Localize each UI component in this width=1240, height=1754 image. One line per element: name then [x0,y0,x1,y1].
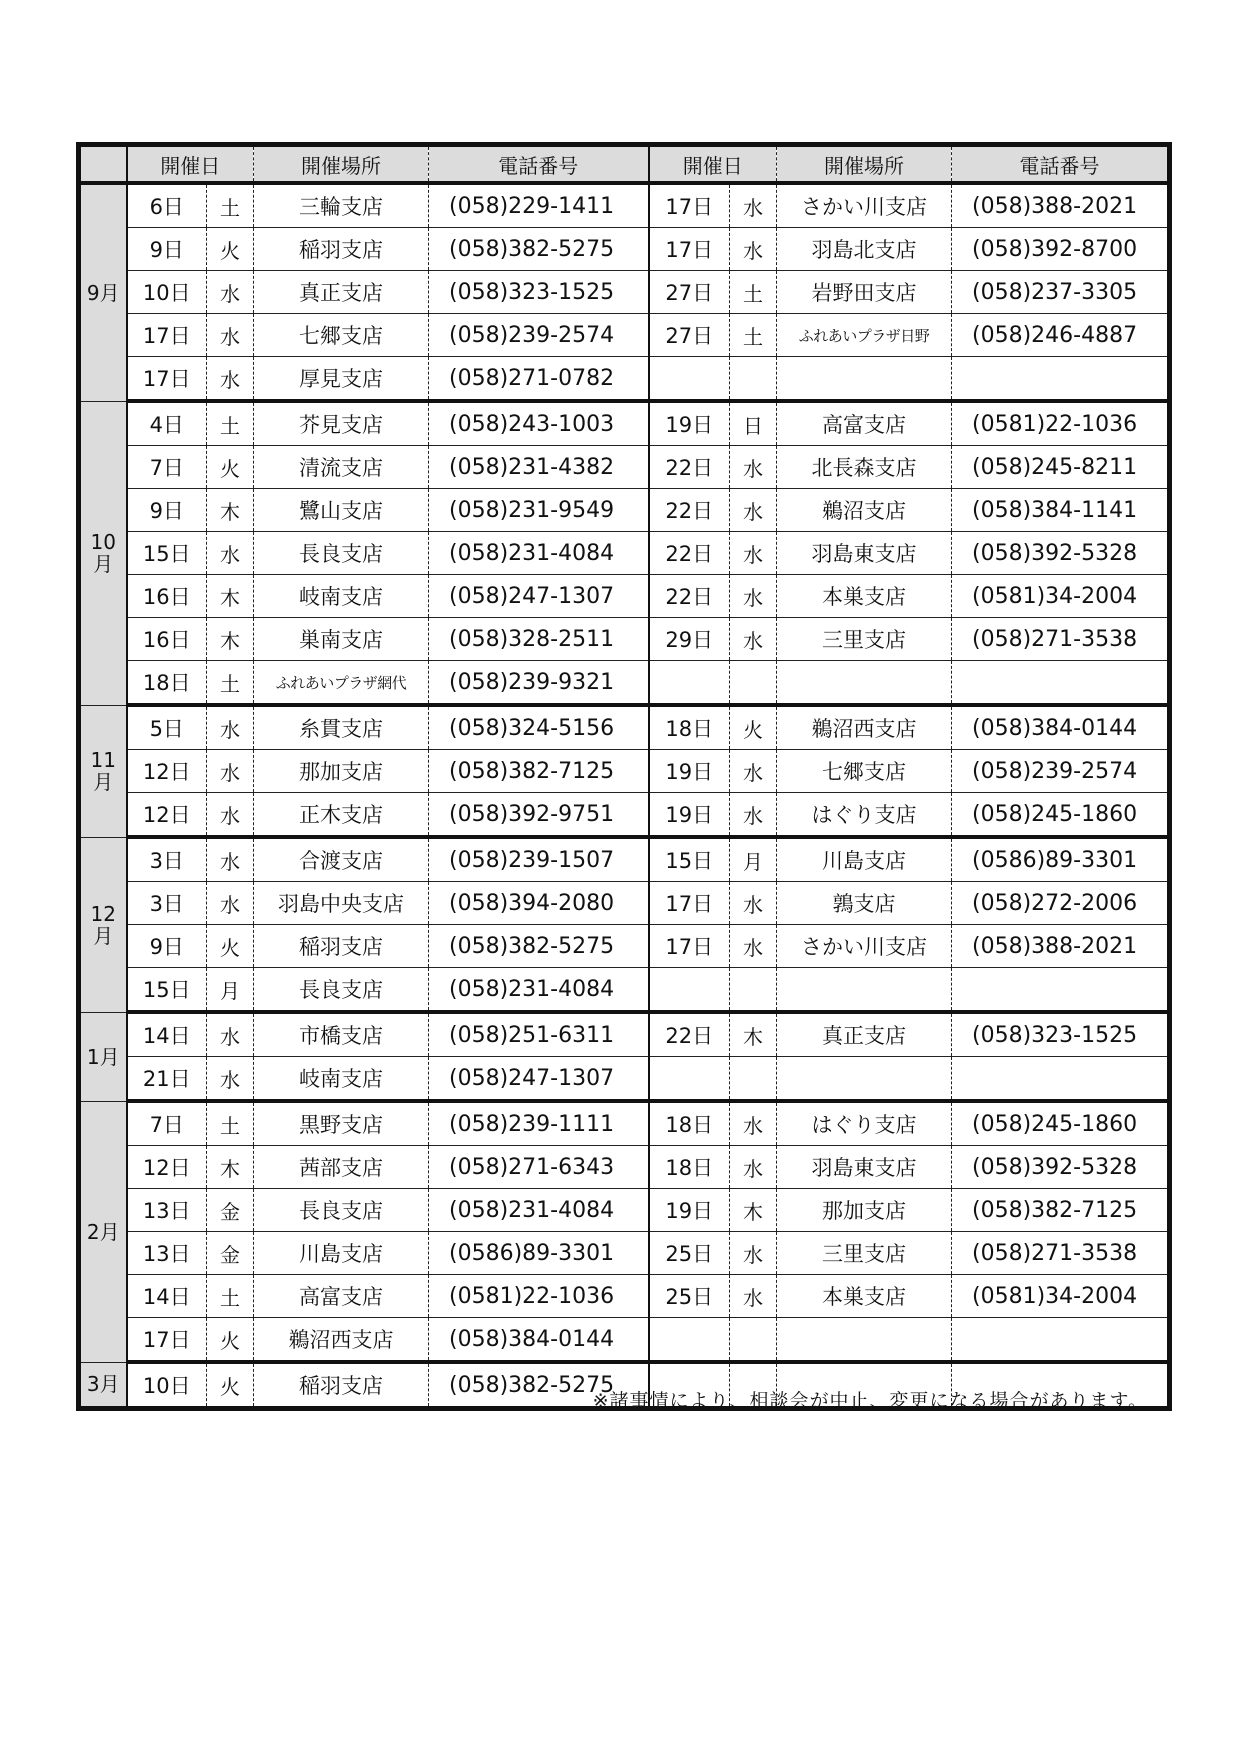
right-weekday-cell: 水 [730,618,777,661]
right-date-cell: 19日 [649,401,730,446]
right-weekday-cell: 木 [730,1189,777,1232]
right-venue-cell: 本巣支店 [777,1275,952,1318]
month-label: 9月 [79,183,127,401]
right-phone-cell: (058)384-0144 [952,705,1170,750]
left-date-cell: 4日 [127,401,207,446]
left-weekday-cell: 水 [207,271,254,314]
right-venue-cell: 真正支店 [777,1012,952,1057]
table-row [79,314,1170,357]
right-date-cell [649,968,730,1013]
left-date-cell: 17日 [127,357,207,402]
right-venue-cell: 北長森支店 [777,446,952,489]
right-venue-cell: 川島支店 [777,837,952,882]
right-weekday-cell: 木 [730,1012,777,1057]
table-row [79,1318,1170,1363]
right-date-cell: 22日 [649,532,730,575]
header-venue-left: 開催場所 [254,145,429,184]
left-date-cell: 6日 [127,183,207,228]
left-phone-cell: (058)271-6343 [429,1146,649,1189]
left-phone-cell: (058)324-5156 [429,705,649,750]
left-date-cell: 9日 [127,228,207,271]
right-phone-cell: (058)245-8211 [952,446,1170,489]
right-phone-cell [952,968,1170,1013]
left-phone-cell: (058)231-4084 [429,1189,649,1232]
left-venue-cell: 長良支店 [254,968,429,1013]
left-date-cell: 16日 [127,575,207,618]
right-venue-cell [777,1057,952,1102]
left-venue-cell: 長良支店 [254,532,429,575]
footnote: ※諸事情により、相談会が中止、変更になる場合があります。 [592,1390,1148,1412]
left-venue-cell: 七郷支店 [254,314,429,357]
right-date-cell: 15日 [649,837,730,882]
left-phone-cell: (058)247-1307 [429,1057,649,1102]
right-venue-cell: さかい川支店 [777,925,952,968]
header-corner [79,145,127,184]
right-phone-cell [952,1057,1170,1102]
right-phone-cell: (058)272-2006 [952,882,1170,925]
right-venue-cell [777,357,952,402]
right-phone-cell: (058)239-2574 [952,750,1170,793]
right-date-cell: 29日 [649,618,730,661]
left-date-cell: 14日 [127,1275,207,1318]
month-label: 1月 [79,1012,127,1101]
left-date-cell: 15日 [127,968,207,1013]
left-weekday-cell: 水 [207,357,254,402]
right-phone-cell: (058)392-5328 [952,1146,1170,1189]
left-weekday-cell: 水 [207,532,254,575]
header-phone-left: 電話番号 [429,145,649,184]
header-date-right: 開催日 [649,145,777,184]
left-phone-cell: (058)247-1307 [429,575,649,618]
table-row [79,882,1170,925]
table-row [79,1057,1170,1102]
left-date-cell: 17日 [127,1318,207,1363]
left-weekday-cell: 水 [207,882,254,925]
table-row [79,532,1170,575]
left-date-cell: 5日 [127,705,207,750]
table-row [79,705,1170,750]
left-phone-cell: (058)382-7125 [429,750,649,793]
right-date-cell: 25日 [649,1232,730,1275]
left-venue-cell: 岐南支店 [254,1057,429,1102]
left-phone-cell: (058)231-4084 [429,968,649,1013]
right-phone-cell: (0586)89-3301 [952,837,1170,882]
right-weekday-cell: 水 [730,793,777,838]
right-date-cell: 19日 [649,1189,730,1232]
left-weekday-cell: 木 [207,575,254,618]
right-weekday-cell: 水 [730,1232,777,1275]
right-date-cell: 22日 [649,575,730,618]
right-venue-cell: 那加支店 [777,1189,952,1232]
left-weekday-cell: 水 [207,314,254,357]
table-row [79,968,1170,1013]
month-label: 10月 [79,401,127,705]
left-weekday-cell: 木 [207,1146,254,1189]
right-phone-cell: (058)245-1860 [952,793,1170,838]
right-weekday-cell: 水 [730,575,777,618]
table-row [79,1101,1170,1146]
left-venue-cell: 芥見支店 [254,401,429,446]
left-phone-cell: (058)271-0782 [429,357,649,402]
table-row [79,575,1170,618]
right-date-cell: 17日 [649,228,730,271]
left-phone-cell: (0581)22-1036 [429,1275,649,1318]
table-row [79,793,1170,838]
header-phone-right: 電話番号 [952,145,1170,184]
left-venue-cell: 市橋支店 [254,1012,429,1057]
table-row [79,357,1170,402]
left-weekday-cell: 水 [207,705,254,750]
left-venue-cell: 稲羽支店 [254,228,429,271]
left-venue-cell: 鵜沼西支店 [254,1318,429,1363]
left-date-cell: 13日 [127,1189,207,1232]
right-phone-cell: (058)384-1141 [952,489,1170,532]
right-date-cell: 22日 [649,446,730,489]
right-venue-cell: 本巣支店 [777,575,952,618]
right-weekday-cell [730,357,777,402]
right-venue-cell: 三里支店 [777,618,952,661]
right-weekday-cell [730,968,777,1013]
right-phone-cell: (058)323-1525 [952,1012,1170,1057]
table-row [79,446,1170,489]
table-row [79,489,1170,532]
left-venue-cell: 羽島中央支店 [254,882,429,925]
right-venue-cell: はぐり支店 [777,1101,952,1146]
right-phone-cell [952,1318,1170,1363]
left-venue-cell: 那加支店 [254,750,429,793]
right-weekday-cell: 火 [730,705,777,750]
left-date-cell: 12日 [127,793,207,838]
left-weekday-cell: 土 [207,1275,254,1318]
left-weekday-cell: 火 [207,228,254,271]
left-phone-cell: (058)382-5275 [429,1362,649,1409]
right-weekday-cell: 水 [730,1275,777,1318]
right-weekday-cell: 土 [730,271,777,314]
right-date-cell: 17日 [649,183,730,228]
table-row [79,1275,1170,1318]
right-phone-cell: (058)271-3538 [952,618,1170,661]
table-row [79,837,1170,882]
left-venue-cell: 川島支店 [254,1232,429,1275]
right-phone-cell: (0581)22-1036 [952,401,1170,446]
table-row [79,1189,1170,1232]
left-weekday-cell: 月 [207,968,254,1013]
left-date-cell: 12日 [127,1146,207,1189]
right-weekday-cell: 水 [730,532,777,575]
right-date-cell: 27日 [649,314,730,357]
left-phone-cell: (058)231-9549 [429,489,649,532]
table-row [79,1146,1170,1189]
right-venue-cell: さかい川支店 [777,183,952,228]
left-weekday-cell: 水 [207,1012,254,1057]
left-date-cell: 3日 [127,837,207,882]
right-date-cell: 17日 [649,882,730,925]
right-date-cell: 19日 [649,793,730,838]
right-phone-cell: (058)271-3538 [952,1232,1170,1275]
right-phone-cell: (058)382-7125 [952,1189,1170,1232]
right-date-cell [649,1057,730,1102]
table-row [79,1012,1170,1057]
right-weekday-cell [730,1057,777,1102]
left-phone-cell: (058)231-4084 [429,532,649,575]
right-phone-cell: (0581)34-2004 [952,575,1170,618]
table-row [79,271,1170,314]
right-phone-cell [952,661,1170,706]
right-venue-cell: 鵜沼西支店 [777,705,952,750]
left-phone-cell: (058)384-0144 [429,1318,649,1363]
right-date-cell [649,661,730,706]
left-phone-cell: (058)239-1507 [429,837,649,882]
left-weekday-cell: 金 [207,1232,254,1275]
right-date-cell: 22日 [649,489,730,532]
left-venue-cell: 清流支店 [254,446,429,489]
left-phone-cell: (058)392-9751 [429,793,649,838]
left-venue-cell: 高富支店 [254,1275,429,1318]
table-row [79,925,1170,968]
left-date-cell: 3日 [127,882,207,925]
left-phone-cell: (058)243-1003 [429,401,649,446]
left-weekday-cell: 火 [207,1318,254,1363]
right-weekday-cell: 水 [730,489,777,532]
left-date-cell: 9日 [127,925,207,968]
right-weekday-cell: 水 [730,1101,777,1146]
left-weekday-cell: 水 [207,793,254,838]
table-row [79,228,1170,271]
right-weekday-cell: 水 [730,228,777,271]
left-date-cell: 18日 [127,661,207,706]
left-venue-cell: 巣南支店 [254,618,429,661]
right-date-cell: 18日 [649,705,730,750]
left-phone-cell: (058)251-6311 [429,1012,649,1057]
right-phone-cell: (058)392-8700 [952,228,1170,271]
right-weekday-cell: 日 [730,401,777,446]
right-date-cell: 19日 [649,750,730,793]
left-venue-cell: 黒野支店 [254,1101,429,1146]
left-phone-cell: (058)229-1411 [429,183,649,228]
left-date-cell: 7日 [127,446,207,489]
left-phone-cell: (058)231-4382 [429,446,649,489]
right-venue-cell: 羽島東支店 [777,532,952,575]
right-phone-cell: (058)246-4887 [952,314,1170,357]
left-date-cell: 17日 [127,314,207,357]
right-venue-cell [777,661,952,706]
left-date-cell: 16日 [127,618,207,661]
left-date-cell: 10日 [127,271,207,314]
right-date-cell: 18日 [649,1101,730,1146]
left-phone-cell: (058)239-9321 [429,661,649,706]
left-weekday-cell: 火 [207,925,254,968]
left-weekday-cell: 土 [207,401,254,446]
left-weekday-cell: 水 [207,837,254,882]
left-venue-cell: 稲羽支店 [254,1362,429,1409]
right-venue-cell: 羽島東支店 [777,1146,952,1189]
left-weekday-cell: 水 [207,1057,254,1102]
right-venue-cell: 鵜沼支店 [777,489,952,532]
schedule-table [76,142,1172,1411]
right-date-cell [649,357,730,402]
left-date-cell: 10日 [127,1362,207,1409]
right-weekday-cell: 水 [730,925,777,968]
right-phone-cell: (058)388-2021 [952,925,1170,968]
right-venue-cell: 七郷支店 [777,750,952,793]
right-venue-cell: 鶉支店 [777,882,952,925]
right-date-cell: 22日 [649,1012,730,1057]
right-venue-cell: 三里支店 [777,1232,952,1275]
right-phone-cell: (058)237-3305 [952,271,1170,314]
month-label: 3月 [79,1362,127,1409]
left-phone-cell: (058)239-2574 [429,314,649,357]
table-row [79,750,1170,793]
left-weekday-cell: 金 [207,1189,254,1232]
table-row [79,661,1170,706]
table-row [79,618,1170,661]
right-date-cell [649,1318,730,1363]
left-venue-cell: 合渡支店 [254,837,429,882]
left-venue-cell: 長良支店 [254,1189,429,1232]
right-weekday-cell [730,661,777,706]
left-venue-cell: 正木支店 [254,793,429,838]
right-venue-cell: 岩野田支店 [777,271,952,314]
table-header [79,145,1170,184]
left-venue-cell: 真正支店 [254,271,429,314]
left-venue-cell: 茜部支店 [254,1146,429,1189]
table-body [79,183,1170,1409]
left-phone-cell: (0586)89-3301 [429,1232,649,1275]
left-weekday-cell: 木 [207,489,254,532]
month-label: 12月 [79,837,127,1012]
right-weekday-cell: 水 [730,446,777,489]
right-weekday-cell [730,1318,777,1363]
left-date-cell: 7日 [127,1101,207,1146]
left-phone-cell: (058)382-5275 [429,925,649,968]
left-venue-cell: 糸貫支店 [254,705,429,750]
table-row [79,1232,1170,1275]
left-date-cell: 14日 [127,1012,207,1057]
right-phone-cell: (058)245-1860 [952,1101,1170,1146]
right-date-cell: 25日 [649,1275,730,1318]
left-weekday-cell: 木 [207,618,254,661]
right-venue-cell: 羽島北支店 [777,228,952,271]
left-date-cell: 15日 [127,532,207,575]
left-date-cell: 9日 [127,489,207,532]
left-phone-cell: (058)328-2511 [429,618,649,661]
right-venue-cell: 高富支店 [777,401,952,446]
header-venue-right: 開催場所 [777,145,952,184]
left-phone-cell: (058)382-5275 [429,228,649,271]
left-weekday-cell: 土 [207,661,254,706]
right-phone-cell: (0581)34-2004 [952,1275,1170,1318]
left-weekday-cell: 土 [207,1101,254,1146]
left-venue-cell: 鷺山支店 [254,489,429,532]
left-venue-cell: ふれあいプラザ網代 [254,661,429,706]
month-label: 2月 [79,1101,127,1362]
left-weekday-cell: 土 [207,183,254,228]
right-phone-cell: (058)392-5328 [952,532,1170,575]
right-weekday-cell: 土 [730,314,777,357]
left-venue-cell: 三輪支店 [254,183,429,228]
left-date-cell: 21日 [127,1057,207,1102]
right-weekday-cell: 水 [730,882,777,925]
left-phone-cell: (058)323-1525 [429,271,649,314]
header-date-left: 開催日 [127,145,254,184]
left-date-cell: 12日 [127,750,207,793]
left-weekday-cell: 火 [207,446,254,489]
left-venue-cell: 岐南支店 [254,575,429,618]
left-venue-cell: 厚見支店 [254,357,429,402]
right-venue-cell [777,1318,952,1363]
left-date-cell: 13日 [127,1232,207,1275]
left-weekday-cell: 火 [207,1362,254,1409]
left-venue-cell: 稲羽支店 [254,925,429,968]
right-weekday-cell: 水 [730,1146,777,1189]
right-weekday-cell: 水 [730,750,777,793]
month-label: 11月 [79,705,127,837]
right-phone-cell: (058)388-2021 [952,183,1170,228]
right-weekday-cell: 月 [730,837,777,882]
right-weekday-cell: 水 [730,183,777,228]
right-phone-cell [952,357,1170,402]
right-date-cell: 18日 [649,1146,730,1189]
right-venue-cell: はぐり支店 [777,793,952,838]
table-row [79,401,1170,446]
left-phone-cell: (058)394-2080 [429,882,649,925]
right-venue-cell [777,968,952,1013]
left-phone-cell: (058)239-1111 [429,1101,649,1146]
right-date-cell: 17日 [649,925,730,968]
left-weekday-cell: 水 [207,750,254,793]
right-date-cell: 27日 [649,271,730,314]
table-row [79,183,1170,228]
right-venue-cell: ふれあいプラザ日野 [777,314,952,357]
